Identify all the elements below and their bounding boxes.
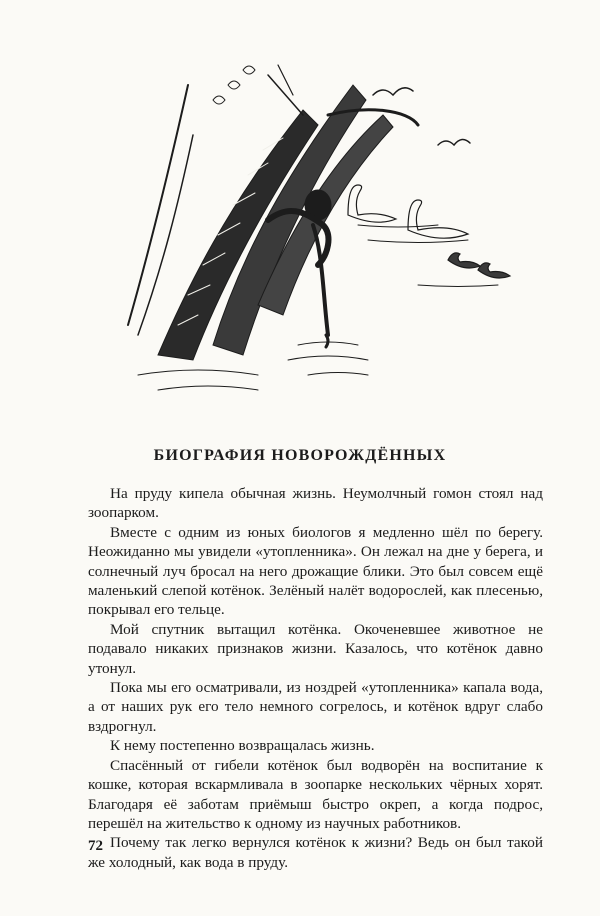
paragraph: Спасённый от гибели котёнок был водворён на воспитание к кошке, которая вскармливала в зоопарке нескольких чёрных хорят. Благодаря её заботам приёмыш быстро окреп, а когда подрос, перешёл на жительство к одному из научных работников. [88, 756, 543, 832]
paragraph: Почему так легко вернулся котёнок к жизни? Ведь он был такой же холодный, как вода в пруду. [88, 834, 543, 871]
paragraph: К нему постепенно возвращалась жизнь. [110, 737, 375, 755]
paragraph: Вместе с одним из юных биологов я медленно шёл по берегу. Неожиданно мы увидели «утопленника». Он лежал на дне у берега, и солнечный луч бросал на него дрожащие блики. Это был совсем ещё маленький слепой котёнок. Зелёный налёт водорослей, как плесенью, покрывал его тельце. [88, 523, 543, 619]
paragraph: Мой спутник вытащил котёнка. Окоченевшее животное не подавало никаких признаков жизни. Казалось, что котёнок давно утонул. [88, 620, 543, 677]
page-number: 72 [88, 838, 103, 854]
body-text [88, 484, 543, 872]
pond-illustration-svg [118, 55, 528, 405]
page-title: БИОГРАФИЯ НОВОРОЖДЁННЫХ [153, 447, 447, 464]
paragraph: На пруду кипела обычная жизнь. Неумолчный гомон стоял над зоопарком. [88, 485, 543, 522]
paragraph: Пока мы его осматривали, из ноздрей «утопленника» капала вода, а от наших рук его тело немного согрелось, и котёнок вдруг слабо вздрогнул. [88, 679, 543, 735]
illustration-boy-at-pond [118, 55, 528, 405]
